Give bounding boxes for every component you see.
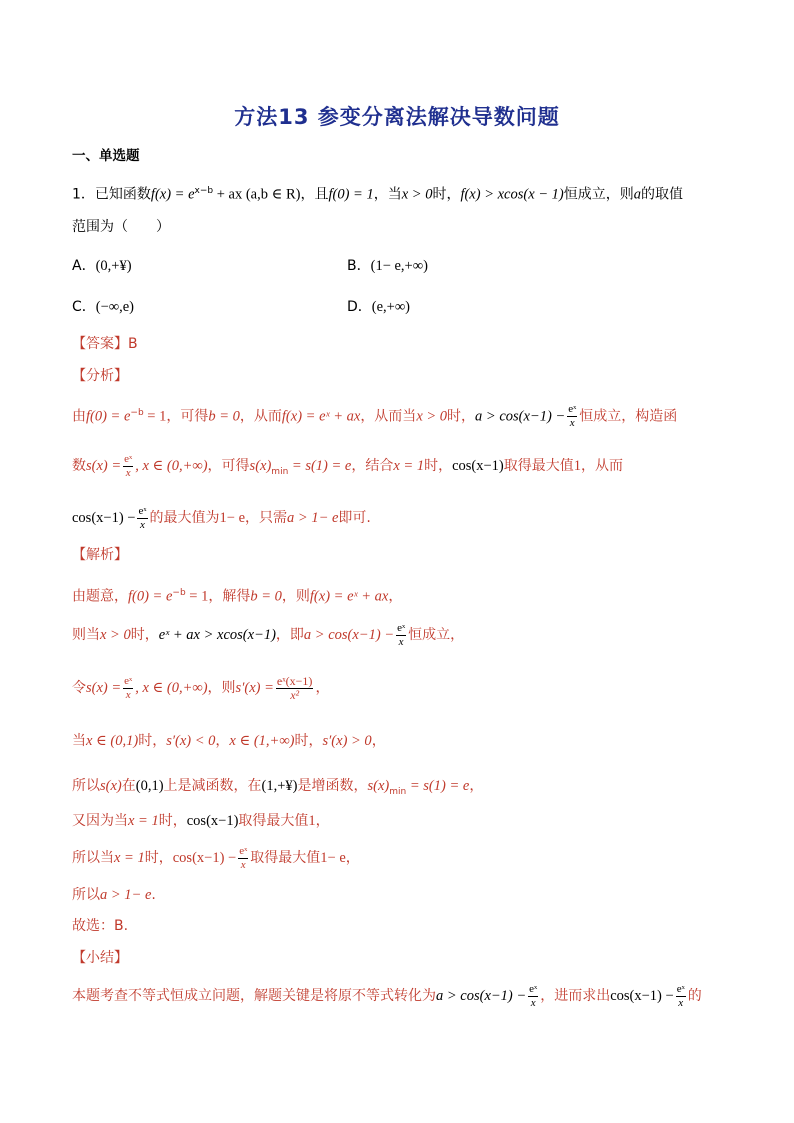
text: ，解得 — [208, 588, 251, 605]
question-text: 1．已知函数 — [72, 186, 151, 203]
frac-den: x² — [290, 687, 300, 702]
text: 取得最大值 — [238, 813, 309, 829]
fraction-ex-over-x — [123, 453, 133, 480]
text: ，从而 — [581, 458, 623, 474]
math-expr: a > 1− e — [100, 887, 152, 903]
question-text: ，且 — [300, 186, 329, 203]
text: ， — [469, 778, 484, 794]
math-expr: x > 0 — [401, 186, 433, 203]
option-label: A． — [72, 258, 96, 274]
option-a[interactable] — [72, 256, 132, 276]
math-expr: = 1 — [143, 408, 167, 425]
math-sup: −b — [172, 588, 186, 598]
text: 令 — [72, 680, 86, 696]
solution-line-6 — [72, 811, 330, 831]
math-expr: cos(x−1) — [186, 813, 239, 829]
frac-num: eˣ — [124, 452, 133, 465]
question-text: 的取值 — [641, 186, 684, 203]
text: 的 — [687, 988, 702, 1004]
solution-line-7 — [72, 840, 360, 876]
math-expr: cos(x−1) − — [172, 850, 237, 866]
analysis-line-3 — [72, 500, 371, 536]
solution-line-1 — [72, 583, 402, 607]
text: 本题考查不等式恒成立问题，解题关键是将原不等式转化为 — [72, 988, 436, 1004]
math-expr: (1,+¥) — [261, 778, 298, 794]
summary-heading: 【小结】 — [72, 950, 128, 966]
math-expr: f(x) = eˣ + ax — [309, 588, 389, 605]
page-title: 方法13 参变分离法解决导数问题 — [234, 105, 560, 129]
text: 数 — [72, 458, 86, 474]
math-sup: x−b — [194, 186, 214, 196]
fraction-ex-over-x — [396, 622, 406, 649]
frac-num: eˣ — [529, 982, 538, 995]
text: 在 — [121, 778, 136, 794]
math-expr: a > cos(x−1) − — [475, 408, 566, 425]
text: 所以 — [72, 778, 100, 794]
math-expr: s(x) = — [86, 458, 122, 474]
text: 由题意， — [72, 588, 128, 605]
text: ，进而求出 — [540, 988, 611, 1004]
math-expr: = 1 — [185, 588, 209, 605]
text: 时， — [130, 627, 159, 643]
math-expr: 1− e — [219, 510, 246, 526]
option-label: B． — [347, 258, 371, 274]
frac-den: x — [140, 518, 145, 531]
solution-line-4 — [72, 731, 386, 751]
math-expr: x = 1 — [393, 458, 425, 474]
text: ， — [345, 850, 360, 866]
frac-num: eˣ — [397, 621, 406, 634]
text: ， — [315, 680, 330, 696]
solution-heading: 【解析】 — [72, 547, 128, 563]
frac-num: eˣ(x−1) — [276, 673, 313, 688]
question-text: 恒成立，则 — [563, 186, 634, 203]
math-expr: a > cos(x−1) − — [303, 627, 395, 643]
frac-den: x — [530, 996, 536, 1009]
text: 时， — [447, 408, 476, 425]
option-value: (0,+¥) — [95, 258, 132, 274]
math-expr: cos(x−1) — [452, 458, 504, 474]
text: 是增函数， — [297, 778, 368, 794]
math-expr: 1 — [573, 458, 581, 474]
math-expr: f(x) > xcos(x − 1) — [460, 186, 564, 203]
fraction-ex-over-x — [676, 983, 686, 1010]
math-expr: x = 1 — [114, 850, 145, 866]
question-line-2: 范围为（ ） — [72, 219, 170, 235]
math-sub: min — [389, 786, 407, 797]
question-line-1 — [72, 181, 683, 205]
text: 时， — [158, 813, 187, 829]
frac-den: x — [240, 858, 246, 871]
analysis-line-2 — [72, 448, 623, 490]
math-expr: a > 1− e — [287, 510, 339, 526]
math-expr: x > 0 — [100, 627, 131, 643]
option-value: (1− e,+∞) — [370, 258, 428, 274]
analysis-heading: 【分析】 — [72, 368, 128, 384]
text: 时， — [424, 458, 453, 474]
fraction-ex-over-x — [238, 845, 248, 872]
text: 的最大值为 — [149, 510, 220, 526]
text: 上是减函数，在 — [163, 778, 262, 794]
math-expr: s(x) — [100, 778, 122, 794]
math-sub: min — [271, 466, 289, 477]
frac-den: x — [569, 417, 575, 430]
text: 当 — [72, 733, 86, 749]
math-expr: s(x) = — [86, 680, 122, 696]
math-expr: s′(x) > 0 — [322, 733, 372, 749]
option-label: C． — [72, 299, 96, 315]
solution-line-9: 故选：B. — [72, 918, 129, 934]
math-expr: f(0) = e — [86, 408, 131, 425]
frac-den: x — [125, 688, 131, 701]
frac-num: eˣ — [124, 674, 133, 687]
math-expr: a > cos(x−1) − — [436, 988, 527, 1004]
summary-line-1 — [72, 978, 702, 1014]
text: ，可得 — [166, 408, 209, 425]
solution-line-5 — [72, 776, 483, 802]
question-text: 时， — [432, 186, 461, 203]
math-expr: x ∈ (1,+∞) — [229, 733, 295, 749]
fraction-ex-over-x — [528, 983, 538, 1010]
text: 取得最大值 — [503, 458, 574, 474]
math-expr: , x ∈ (0,+∞) — [135, 458, 208, 474]
math-expr: + ax (a,b ∈ R) — [213, 186, 301, 203]
frac-den: x — [398, 635, 404, 648]
math-expr: s(x) — [249, 458, 272, 474]
fraction-ex-over-x — [567, 403, 577, 430]
math-expr: cos(x−1) − — [72, 510, 136, 526]
math-expr: = s(1) = e — [288, 458, 352, 474]
math-expr: x = 1 — [128, 813, 159, 829]
math-expr: eˣ + ax > xcos(x−1) — [158, 627, 276, 643]
math-expr: f(x) = eˣ + ax — [281, 408, 361, 425]
text: 时， — [294, 733, 323, 749]
option-value: (−∞,e) — [95, 299, 135, 315]
text: ， — [388, 588, 403, 605]
text: ，则 — [281, 588, 310, 605]
text: ，从而当 — [360, 408, 417, 425]
text: 又因为当 — [72, 813, 128, 829]
solution-line-8 — [72, 885, 156, 905]
text: ，结合 — [351, 458, 394, 474]
text: 所以当 — [72, 850, 114, 866]
fraction-ex-over-x — [137, 505, 147, 532]
text: ， — [315, 813, 330, 829]
math-expr: x > 0 — [416, 408, 448, 425]
math-expr: f(x) = e — [150, 186, 195, 203]
frac-den: x — [678, 996, 684, 1009]
math-expr: (0,1) — [135, 778, 164, 794]
option-label: D． — [347, 299, 372, 315]
text: ，可得 — [207, 458, 250, 474]
text: ，即 — [275, 627, 304, 643]
text: 恒成立， — [408, 627, 465, 643]
section-heading: 一、单选题 — [72, 148, 140, 164]
math-expr: b = 0 — [208, 408, 240, 425]
answer-line: 【答案】B — [72, 336, 138, 352]
text: 时， — [138, 733, 167, 749]
math-expr: , x ∈ (0,+∞) — [135, 680, 208, 696]
math-expr: 1− e — [320, 850, 346, 866]
math-expr: cos(x−1) − — [610, 988, 674, 1004]
text: 由 — [72, 408, 86, 425]
frac-num: eˣ — [676, 982, 685, 995]
text: 则当 — [72, 627, 100, 643]
solution-line-3 — [72, 670, 329, 706]
text: 即可. — [338, 510, 371, 526]
text: 恒成立，构造函 — [579, 408, 678, 425]
solution-line-2 — [72, 617, 464, 653]
text: ， — [371, 733, 386, 749]
text: ， — [215, 733, 230, 749]
frac-num: eˣ — [138, 504, 147, 517]
text: . — [151, 887, 156, 903]
question-text: ，当 — [373, 186, 402, 203]
math-expr: x ∈ (0,1) — [86, 733, 139, 749]
math-expr: s′(x) = — [235, 680, 274, 696]
text: 时， — [144, 850, 173, 866]
frac-num: eˣ — [239, 844, 248, 857]
text: ，只需 — [245, 510, 288, 526]
fraction-derivative — [276, 675, 314, 702]
option-c[interactable] — [72, 297, 134, 317]
math-sup: −b — [130, 408, 144, 418]
text: 取得最大值 — [250, 850, 321, 866]
frac-num: eˣ — [568, 403, 577, 416]
math-expr: s′(x) < 0 — [166, 733, 216, 749]
text: ，则 — [207, 680, 236, 696]
math-expr: f(0) = e — [128, 588, 173, 605]
math-expr: s(x) — [367, 778, 390, 794]
option-d[interactable] — [347, 297, 410, 317]
math-expr: f(0) = 1 — [328, 186, 374, 203]
option-value: (e,+∞) — [371, 299, 411, 315]
text: ，从而 — [239, 408, 282, 425]
math-expr: b = 0 — [250, 588, 282, 605]
frac-den: x — [125, 466, 131, 479]
option-b[interactable] — [347, 256, 428, 276]
text: 所以 — [72, 887, 100, 903]
analysis-line-1 — [72, 395, 677, 435]
math-expr: = s(1) = e — [406, 778, 470, 794]
fraction-ex-over-x — [123, 675, 133, 702]
math-expr: 1 — [308, 813, 316, 829]
math-expr: a — [633, 186, 642, 203]
